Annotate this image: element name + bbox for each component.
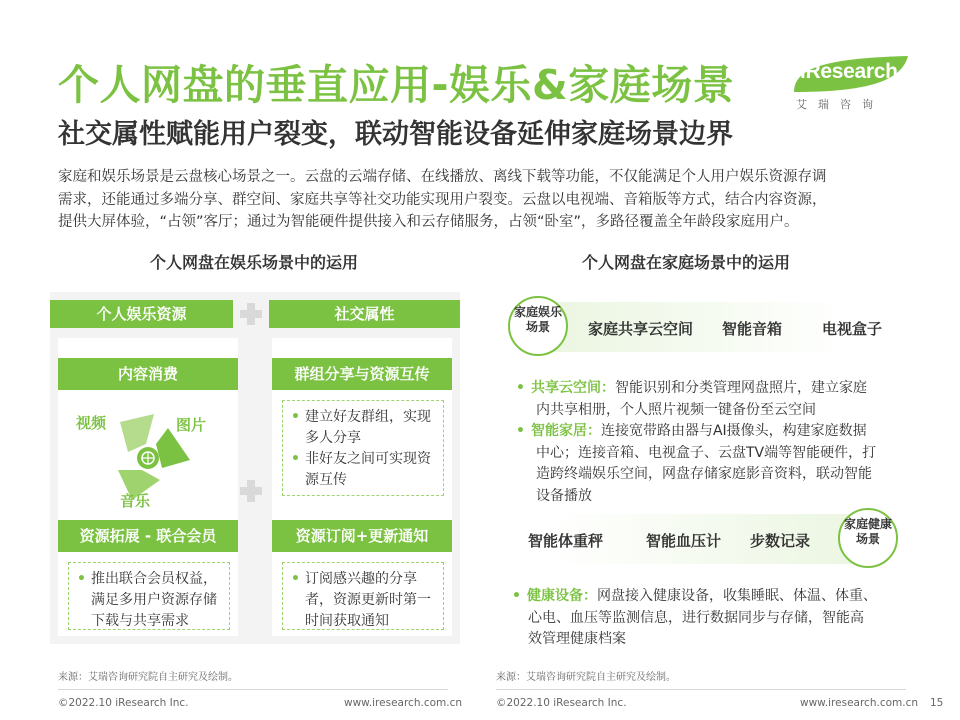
family-points: • 共享云空间：智能识别和分类管理网盘照片，建立家庭 内共享相册，个人照片视频一键备份至云空间 • 智能家居：连接宽带路由器与AI摄像头，构建家庭数据 中心；连接音箱、电视盒子、云盘TV端等智能硬件，打 造跨终端娱乐空间，网盘存储家庭影音资料，联动智能 设备播放	[516, 378, 906, 507]
logo-subtitle: 艾瑞咨询	[796, 98, 884, 111]
family-scene-circle: 家庭娱乐场景	[508, 296, 568, 356]
website-link-left[interactable]: www.iresearch.com.cn	[344, 697, 463, 709]
intro-line: 提供大屏体验，“占领”客厅；通过为智能硬件提供接入和云存储服务，占领“卧室”，多路径覆盖全年龄段家庭用户。	[58, 214, 799, 230]
music-label: 音乐	[120, 492, 151, 510]
intro-line: 需求，还能通过多端分享、群空间、家庭共享等社交功能实现用户裂变。云盘以电视端、音箱版等方式，结合内容资源，	[58, 191, 827, 208]
health-points: • 健康设备：网盘接入健康设备，收集睡眠、体温、体重、 心电、血压等监测信息，进行数据同步与存储，智能高 效管理健康档案	[512, 586, 902, 651]
point-text: 网盘接入健康设备，收集睡眠、体温、体重、	[596, 588, 877, 604]
scene-item: 步数记录	[750, 532, 811, 550]
website-link-right[interactable]: www.iresearch.com.cn	[800, 697, 919, 709]
page-title: 个人网盘的垂直应用-娱乐&家庭场景	[58, 61, 735, 109]
scene-item: 电视盒子	[822, 320, 883, 338]
logo-name: iResearch	[800, 60, 898, 83]
footer-divider	[58, 689, 448, 690]
page-number: 15	[930, 697, 944, 709]
subscribe-label: 资源订阅+更新通知	[272, 520, 452, 552]
personal-resources-card	[58, 338, 238, 636]
personal-resources-header: 个人娱乐资源	[50, 300, 233, 328]
social-attribute-card	[272, 338, 452, 636]
list-item: • 推出联合会员权益，满足多用户资源存储下载与共享需求	[75, 569, 223, 632]
point-text: 中心；连接音箱、电视盒子、云盘TV端等智能硬件，打	[536, 444, 877, 461]
source-note-left: 来源：艾瑞咨询研究院自主研究及绘制。	[58, 672, 238, 683]
source-note-right: 来源：艾瑞咨询研究院自主研究及绘制。	[496, 672, 676, 683]
health-scene-circle: 家庭健康场景	[838, 508, 898, 568]
point-key: 共享云空间：	[530, 380, 615, 396]
intro-line: 家庭和娱乐场景是云盘核心场景之一。云盘的云端存储、在线播放、离线下载等功能，不仅能满足个人用户娱乐资源存调	[58, 169, 827, 185]
point-key: 智能家居：	[530, 423, 601, 439]
intro-paragraph	[58, 166, 918, 234]
point-text: 效管理健康档案	[528, 631, 626, 647]
group-share-label: 群组分享与资源互传	[272, 358, 452, 390]
right-section-heading: 个人网盘在家庭场景中的运用	[582, 253, 791, 272]
entertainment-panel	[50, 292, 460, 644]
point-text: 造跨终端娱乐空间，网盘存储家庭影音资料，联动智能	[536, 466, 872, 482]
point-key: 健康设备：	[526, 588, 597, 604]
footer-divider	[496, 689, 906, 690]
content-consumption-label: 内容消费	[58, 358, 238, 390]
plus-icon	[240, 303, 262, 325]
scene-item: 家庭共享云空间	[588, 320, 694, 338]
list-item: • 订阅感兴趣的分享者，资源更新时第一时间获取通知	[289, 569, 437, 632]
list-item: • 非好友之间可实现资源互传	[289, 449, 437, 491]
scene-item: 智能体重秤	[528, 532, 604, 550]
point-text: 内共享相册，个人照片视频一键备份至云空间	[536, 401, 816, 418]
copyright-right: ©2022.10 iResearch Inc.	[496, 697, 627, 709]
page-subtitle: 社交属性赋能用户裂变，联动智能设备延伸家庭场景边界	[58, 119, 733, 150]
plus-icon	[240, 480, 262, 502]
point-text: 连接宽带路由器与AI摄像头，构建家庭数据	[600, 423, 867, 439]
scene-item: 智能音箱	[722, 320, 783, 338]
iresearch-logo	[790, 52, 912, 112]
scene-item: 智能血压计	[646, 532, 722, 550]
resource-expansion-box	[68, 562, 230, 630]
group-share-box	[282, 400, 444, 496]
copyright-left: ©2022.10 iResearch Inc.	[58, 697, 189, 709]
point-text: 设备播放	[536, 487, 592, 504]
point-text: 心电、血压等监测信息，进行数据同步与存储，智能高	[528, 609, 864, 626]
resource-expansion-label: 资源拓展 - 联合会员	[58, 520, 238, 552]
subscribe-box	[282, 562, 444, 630]
point-text: 智能识别和分类管理网盘照片，建立家庭	[614, 380, 867, 396]
video-label: 视频	[76, 414, 107, 432]
image-label: 图片	[176, 416, 207, 434]
list-item: • 建立好友群组，实现多人分享	[289, 407, 437, 449]
social-attribute-header: 社交属性	[269, 300, 460, 328]
left-section-heading: 个人网盘在娱乐场景中的运用	[150, 253, 359, 272]
